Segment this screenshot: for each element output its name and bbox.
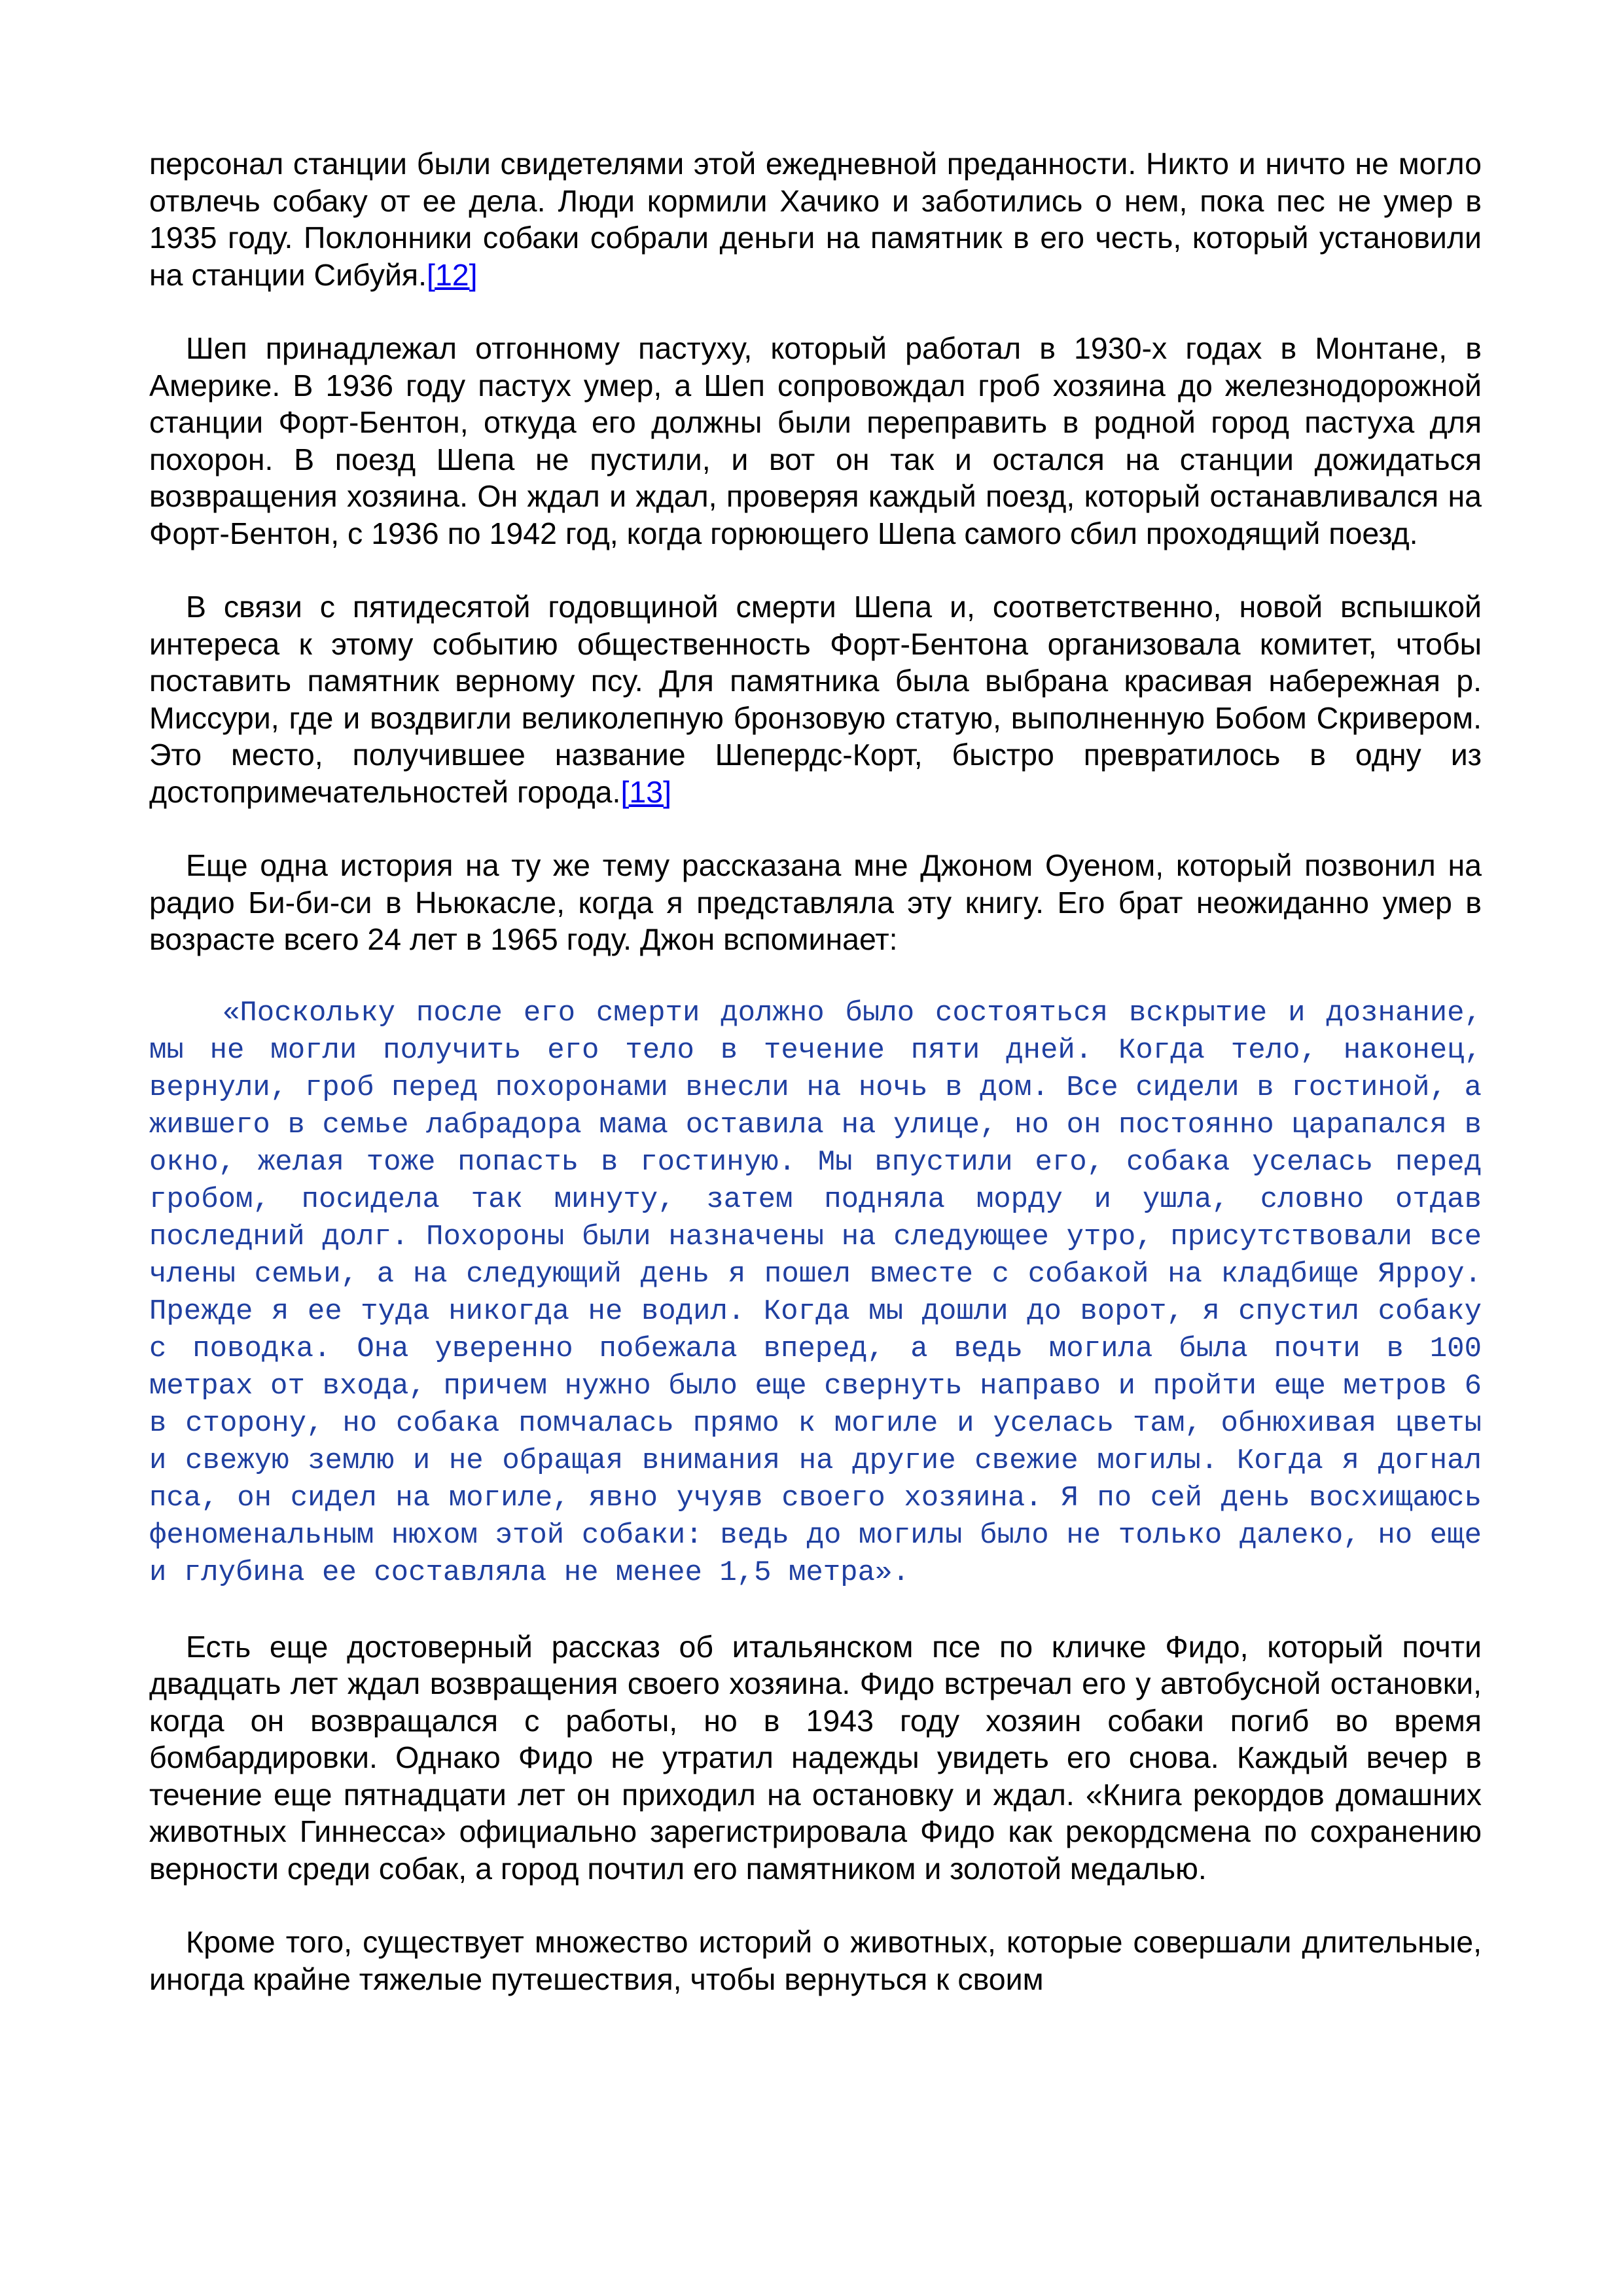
paragraph-hachiko-text: персонал станции были свидетелями этой ежедневной преданности. Никто и ничто не могло отвлечь собаку от ее дела. Люди кормили Хачико и заботились о нем, пока пес не умер в 1935 году. Поклонники собаки собрали деньги на памятник в его честь, который установили на станции Сибуйя. xyxy=(149,147,1482,292)
paragraph-journeys-text: Кроме того, существует множество историй о животных, которые совершали длительные, иногда крайне тяжелые путешествия, чтобы вернуться к своим xyxy=(149,1925,1482,1996)
paragraph-john-owen-text: Еще одна история на ту же тему рассказана мне Джоном Оуеном, который позвонил на радио Би-би-си в Ньюкасле, когда я представляла эту книгу. Его брат неожиданно умер в возрасте всего 24 лет в 1965 году. Джон вспоминает: xyxy=(149,848,1482,956)
footnote-link-13[interactable]: [13] xyxy=(620,774,671,809)
paragraph-shep xyxy=(149,330,1482,552)
quote-text: «Поскольку после его смерти должно было состояться вскрытие и дознание, мы не могли получить его тело в течение пяти дней. Когда тело, наконец, вернули, гроб перед похоронами внесли на ночь в дом. Все сидели в гостиной, а жившего в семье лабрадора мама оставила на улице, но он постоянно царапался в окно, желая тоже попасть в гостиную. Мы впустили его, собака уселась перед гробом, посидела так минуту, затем подняла морду и ушла, словно отдав последний долг. Похороны были назначены на следующее утро, присутствовали все члены семьи, а на следующий день я пошел вместе с собакой на кладбище Ярроу. Прежде я ее туда никогда не водил. Когда мы дошли до ворот, я спустил собаку с поводка. Она уверенно побежала вперед, а ведь могила была почти в 100 метрах от входа, причем нужно было еще свернуть направо и пройти еще метров 6 в сторону, но собака помчалась прямо к могиле и уселась там, обнюхивая цветы и свежую землю и не обращая внимания на другие свежие могилы. Когда я догнал пса, он сидел на могиле, явно учуяв своего хозяина. Я по сей день восхищаюсь феноменальным нюхом этой собаки: ведь до могилы было не только далеко, но еще и глубина ее составляла не менее 1,5 метра». xyxy=(149,996,1482,1589)
paragraph-shep-monument-text: В связи с пятидесятой годовщиной смерти Шепа и, соответственно, новой вспышкой интереса к этому событию общественность Форт-Бентона организовала комитет, чтобы поставить памятник верному псу. Для памятника была выбрана красивая набережная р. Миссури, где и воздвигли великолепную бронзовую статую, выполненную Бобом Скривером. Это место, получившее название Шепердс-Корт, быстро превратилось в одну из достопримечательностей города. xyxy=(149,590,1482,809)
paragraph-hachiko xyxy=(149,145,1482,293)
document-page xyxy=(149,145,1482,2034)
quote-block xyxy=(149,995,1482,1592)
paragraph-shep-monument xyxy=(149,588,1482,810)
paragraph-fido xyxy=(149,1628,1482,1888)
footnote-link-12[interactable]: [12] xyxy=(427,257,478,292)
paragraph-john-owen xyxy=(149,847,1482,958)
paragraph-shep-text: Шеп принадлежал отгонному пастуху, который работал в 1930-х годах в Монтане, в Америке. В 1936 году пастух умер, а Шеп сопровождал гроб хозяина до железнодорожной станции Форт-Бентон, откуда его должны были переправить в родной город пастуха для похорон. В поезд Шепа не пустили, и вот он так и остался на станции дожидаться возвращения хозяина. Он ждал и ждал, проверяя каждый поезд, который останавливался на Форт-Бентон, с 1936 по 1942 год, когда горюющего Шепа самого сбил проходящий поезд. xyxy=(149,331,1482,550)
paragraph-journeys xyxy=(149,1924,1482,1998)
paragraph-fido-text: Есть еще достоверный рассказ об итальянском псе по кличке Фидо, который почти двадцать лет ждал возвращения своего хозяина. Фидо встречал его у автобусной остановки, когда он возвращался с работы, но в 1943 году хозяин собаки погиб во время бомбардировки. Однако Фидо не утратил надежды увидеть его снова. Каждый вечер в течение еще пятнадцати лет он приходил на остановку и ждал. «Книга рекордов домашних животных Гиннесса» официально зарегистрировала Фидо как рекордсмена по сохранению верности среди собак, а город почтил его памятником и золотой медалью. xyxy=(149,1629,1482,1886)
